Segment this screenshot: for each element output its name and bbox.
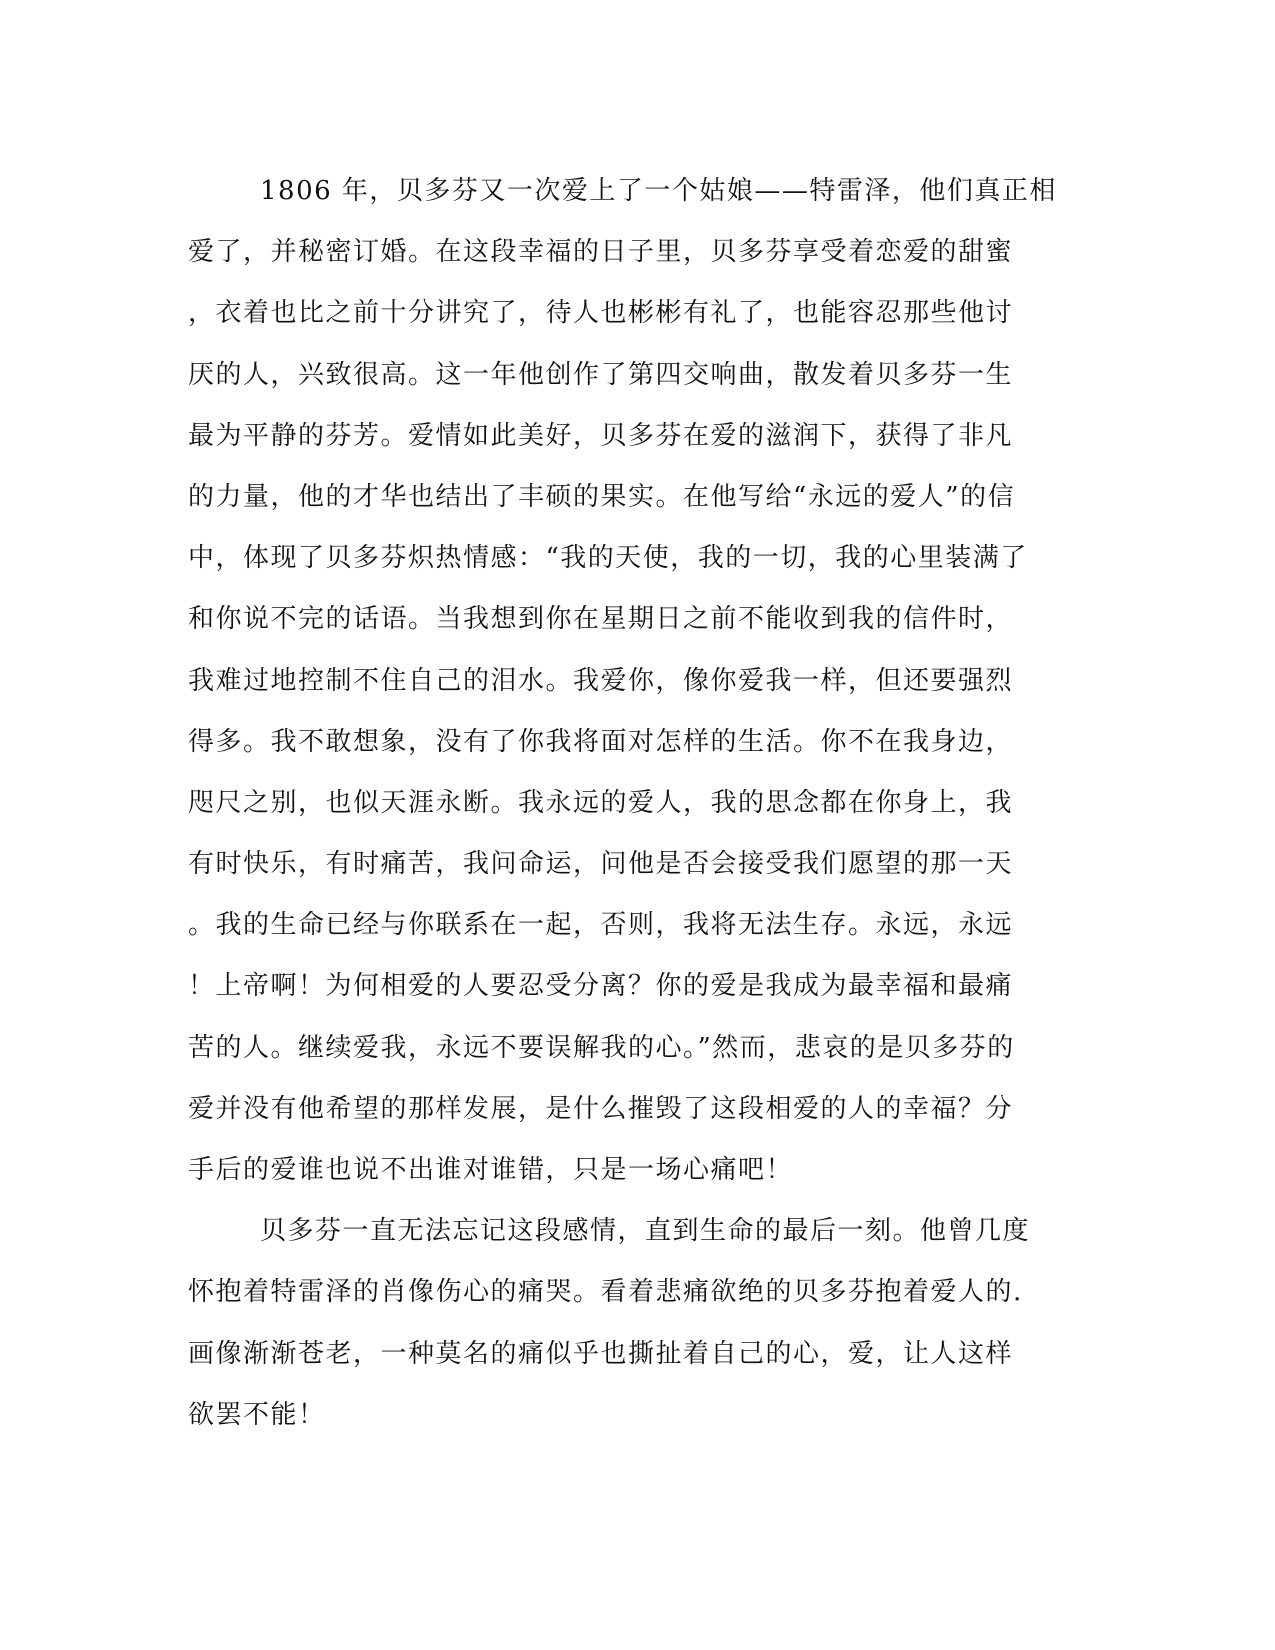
text-line: 手后的爱谁也说不出谁对谁错，只是一场心痛吧！ [188, 1155, 794, 1185]
text-line: 有时快乐，有时痛苦，我问命运，问他是否会接受我们愿望的那一天 [188, 849, 1014, 880]
body-text [188, 161, 1068, 1446]
text-line: 最为平静的芬芳。爱情如此美好，贝多芬在爱的滋润下，获得了非凡 [188, 420, 1014, 451]
paragraph-2 [188, 1201, 1068, 1446]
text-line: 画像渐渐苍老，一种莫名的痛似乎也撕扯着自己的心，爱，让人这样 [188, 1338, 1014, 1369]
text-line: 咫尺之别，也似天涯永断。我永远的爱人，我的思念都在你身上，我 [188, 787, 1014, 818]
text-line: 厌的人，兴致很高。这一年他创作了第四交响曲，散发着贝多芬一生 [188, 359, 1014, 390]
text-line: 我难过地控制不住自己的泪水。我爱你，像你爱我一样，但还要强烈 [188, 665, 1014, 696]
text-line: ！上帝啊！为何相爱的人要忍受分离？你的爱是我成为最幸福和最痛 [188, 971, 1014, 1002]
text-line: 1806 年，贝多芬又一次爱上了一个姑娘——特雷泽，他们真正相 [260, 176, 1057, 206]
text-line: 得多。我不敢想象，没有了你我将面对怎样的生活。你不在我身边， [188, 726, 1014, 757]
text-line: 中，体现了贝多芬炽热情感：“我的天使，我的一切，我的心里装满了 [188, 543, 1028, 574]
text-line: ，衣着也比之前十分讲究了，待人也彬彬有礼了，也能容忍那些他讨 [188, 298, 1014, 329]
text-line: 苦的人。继续爱我，永远不要误解我的心。”然而，悲哀的是贝多芬的 [188, 1032, 1015, 1063]
paragraph-1 [188, 161, 1068, 1201]
text-line: 。我的生命已经与你联系在一起，否则，我将无法生存。永远，永远 [188, 910, 1014, 941]
text-line: 的力量，他的才华也结出了丰硕的果实。在他写给“永远的爱人”的信 [188, 481, 1016, 512]
text-line: 欲罢不能！ [188, 1399, 326, 1430]
text-line: 爱并没有他希望的那样发展，是什么摧毁了这段相爱的人的幸福？分 [188, 1093, 1014, 1124]
text-line: 爱了，并秘密订婚。在这段幸福的日子里，贝多芬享受着恋爱的甜蜜 [188, 237, 1014, 268]
text-line: 和你说不完的话语。当我想到你在星期日之前不能收到我的信件时， [188, 604, 1014, 635]
text-line: 怀抱着特雷泽的肖像伤心的痛哭。看着悲痛欲绝的贝多芬抱着爱人的. [188, 1277, 1023, 1308]
text-line: 贝多芬一直无法忘记这段感情，直到生命的最后一刻。他曾几度 [260, 1216, 1031, 1247]
